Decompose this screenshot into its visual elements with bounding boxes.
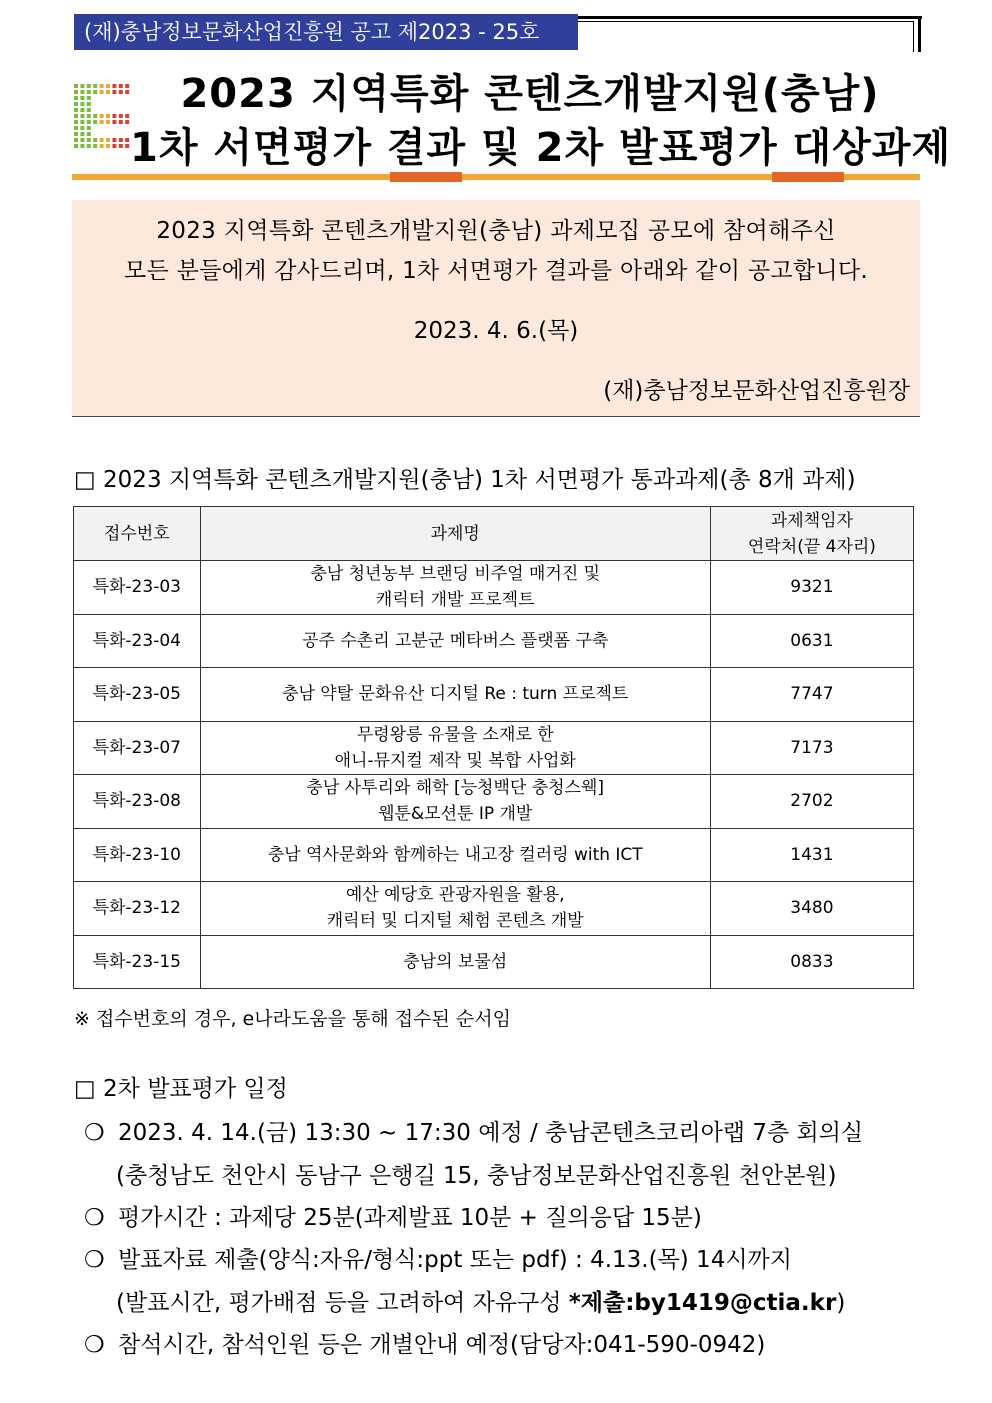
table-row [74,882,914,936]
logo-dot [80,144,84,148]
logo-dot [119,84,123,88]
receipt-number-cell: 특화-23-08 [74,775,201,829]
table-row [74,935,914,989]
logo-dot [106,90,110,94]
logo-dot [112,120,116,124]
logo-dot [87,138,91,142]
decorative-bar [72,172,920,182]
receipt-number-cell: 특화-23-10 [74,828,201,882]
project-name-cell [200,882,710,936]
contact-cell: 9321 [710,561,913,615]
logo-dot [119,144,123,148]
project-name-cell [200,935,710,989]
receipt-number-cell: 특화-23-03 [74,561,201,615]
schedule-item-duration: ❍ 평가시간 : 과제당 25분(과제발표 10분 + 질의응답 15분) [84,1205,702,1231]
logo-dot [119,90,123,94]
intro-box [72,200,920,417]
logo-dot [100,120,104,124]
notice-label: (재)충남정보문화산업진흥원 공고 제2023 - 25호 [74,14,578,50]
logo-dot [74,108,78,112]
project-name-cell [200,828,710,882]
issuer-signature: (재)충남정보문화산업진흥원장 [603,378,910,404]
logo-dot [74,126,78,130]
schedule-item-submission: ❍ 발표자료 제출(양식:자유/형식:ppt 또는 pdf) : 4.13.(목) 14시까지 [84,1247,792,1273]
header-contact [710,507,913,561]
schedule-item-attendance: ❍ 참석시간, 참석인원 등은 개별안내 예정(담당자:041-590-0942) [84,1332,766,1358]
bullet-circle-icon: ❍ [84,1120,105,1146]
table-row [74,668,914,722]
header-frame-edge-inner [913,21,914,52]
logo-dot [80,90,84,94]
project-name-line1: 충남 역사문화와 함께하는 내고장 컬러링 with ICT [267,844,643,865]
logo-dot [74,102,78,106]
table-row [74,721,914,775]
logo-dot [106,144,110,148]
schedule-item-datetime: ❍ 2023. 4. 14.(금) 13:30 ~ 17:30 예정 / 충남콘텐츠코리아랩 7층 회의실 [84,1120,864,1146]
logo-dot [87,132,91,136]
logo-dot [80,138,84,142]
section-heading-results: □ 2023 지역특화 콘텐츠개발지원(충남) 1차 서면평가 통과과제(총 8개 과제) [74,467,856,493]
logo-dot [100,84,104,88]
contact-cell: 1431 [710,828,913,882]
contact-cell: 0833 [710,935,913,989]
logo-dot [125,114,129,118]
logo-dot [87,114,91,118]
logo-dot [100,114,104,118]
logo-dot [119,120,123,124]
logo-dot [93,84,97,88]
logo-dot [74,114,78,118]
logo-dot [112,84,116,88]
logo-icon [74,84,134,150]
submission-email[interactable]: *제출:by1419@ctia.kr [568,1290,837,1316]
logo-dot [93,144,97,148]
project-name-line1: 공주 수촌리 고분군 메타버스 플랫폼 구축 [302,630,609,651]
page-title-line2: 1차 서면평가 결과 및 2차 발표평가 대상과제 [130,125,952,171]
receipt-number-cell: 특화-23-05 [74,668,201,722]
contact-cell: 0631 [710,614,913,668]
logo-dot [87,84,91,88]
logo-dot [74,144,78,148]
logo-dot [87,96,91,100]
schedule-item-location: (충청남도 천안시 동남구 은행길 15, 충남정보문화산업진흥원 천안본원) [116,1163,837,1189]
project-name-line1: 충남 청년농부 브랜딩 비주얼 매거진 및 [310,564,601,585]
project-name-line2: 애니-뮤지컬 제작 및 복합 사업화 [334,750,576,771]
receipt-number-cell: 특화-23-04 [74,614,201,668]
logo-dot [93,138,97,142]
project-name-cell [200,561,710,615]
logo-dot [119,138,123,142]
project-name-cell [200,668,710,722]
intro-text-line2: 모든 분들에게 감사드리며, 1차 서면평가 결과를 아래와 같이 공고합니다. [123,258,869,284]
contact-cell: 2702 [710,775,913,829]
logo-dot [125,144,129,148]
project-name-line1: 충남 약탈 문화유산 디지털 Re : turn 프로젝트 [282,684,629,705]
logo-dot [93,120,97,124]
contact-cell: 7173 [710,721,913,775]
logo-dot [80,96,84,100]
logo-dot [112,90,116,94]
logo-dot [87,144,91,148]
header-project-name: 과제명 [200,507,710,561]
logo-dot [106,114,110,118]
table-row [74,775,914,829]
logo-dot [74,90,78,94]
header-contact-line1: 과제책임자 [770,510,853,531]
bullet-circle-icon: ❍ [84,1205,105,1231]
logo-dot [125,90,129,94]
logo-dot [80,126,84,130]
contact-cell: 7747 [710,668,913,722]
header-contact-line2: 연락처(끝 4자리) [747,536,876,557]
project-name-line1: 충남의 보물섬 [403,951,508,972]
bullet-circle-icon: ❍ [84,1332,105,1358]
project-name-line2: 웹툰&모션툰 IP 개발 [378,804,533,825]
receipt-number-cell: 특화-23-07 [74,721,201,775]
results-table [73,506,914,989]
section-heading-schedule: □ 2차 발표평가 일정 [74,1076,288,1102]
table-note: ※ 접수번호의 경우, e나라도움을 통해 접수된 순서임 [74,1008,511,1030]
logo-dot [100,90,104,94]
header-frame-edge [918,16,921,52]
logo-dot [93,90,97,94]
logo-dot [87,120,91,124]
page-title-line1: 2023 지역특화 콘텐츠개발지원(충남) [180,71,880,117]
logo-dot [80,108,84,112]
project-name-cell [200,775,710,829]
logo-dot [125,138,129,142]
logo-dot [87,90,91,94]
header-frame-line-inner [578,21,914,22]
intro-text-line1: 2023 지역특화 콘텐츠개발지원(충남) 과제모집 공모에 참여해주신 [156,218,836,244]
logo-dot [74,132,78,136]
logo-dot [93,114,97,118]
logo-dot [119,114,123,118]
schedule-item-submission-note: (발표시간, 평가배점 등을 고려하여 자유구성 *제출:by1419@ctia.kr) [116,1290,846,1316]
receipt-number-cell: 특화-23-12 [74,882,201,936]
table-row [74,561,914,615]
project-name-line1: 예산 예당호 관광자원을 활용, [345,885,565,906]
announcement-date: 2023. 4. 6.(목) [413,318,579,344]
header-frame-line [578,16,922,19]
project-name-line2: 캐릭터 개발 프로젝트 [375,590,535,611]
logo-dot [87,108,91,112]
logo-dot [106,120,110,124]
logo-dot [74,96,78,100]
project-name-line2: 캐릭터 및 디지털 체험 콘텐츠 개발 [326,911,584,932]
logo-dot [80,120,84,124]
logo-dot [80,114,84,118]
logo-dot [80,84,84,88]
logo-dot [112,144,116,148]
logo-dot [106,84,110,88]
logo-dot [80,132,84,136]
project-name-line1: 충남 사투리와 해학 [능청백단 충청스웩] [306,778,605,799]
logo-dot [74,84,78,88]
bullet-circle-icon: ❍ [84,1247,105,1273]
logo-dot [112,138,116,142]
table-row [74,614,914,668]
logo-dot [106,138,110,142]
project-name-cell [200,614,710,668]
logo-dot [100,138,104,142]
table-row [74,828,914,882]
logo-dot [125,120,129,124]
logo-dot [100,144,104,148]
logo-dot [87,126,91,130]
logo-dot [112,114,116,118]
logo-dot [125,84,129,88]
header-receipt-number: 접수번호 [74,507,201,561]
project-name-line1: 무령왕릉 유물을 소재로 한 [356,724,554,745]
contact-cell: 3480 [710,882,913,936]
logo-dot [80,102,84,106]
logo-dot [74,120,78,124]
project-name-cell [200,721,710,775]
receipt-number-cell: 특화-23-15 [74,935,201,989]
logo-dot [87,102,91,106]
logo-dot [74,138,78,142]
